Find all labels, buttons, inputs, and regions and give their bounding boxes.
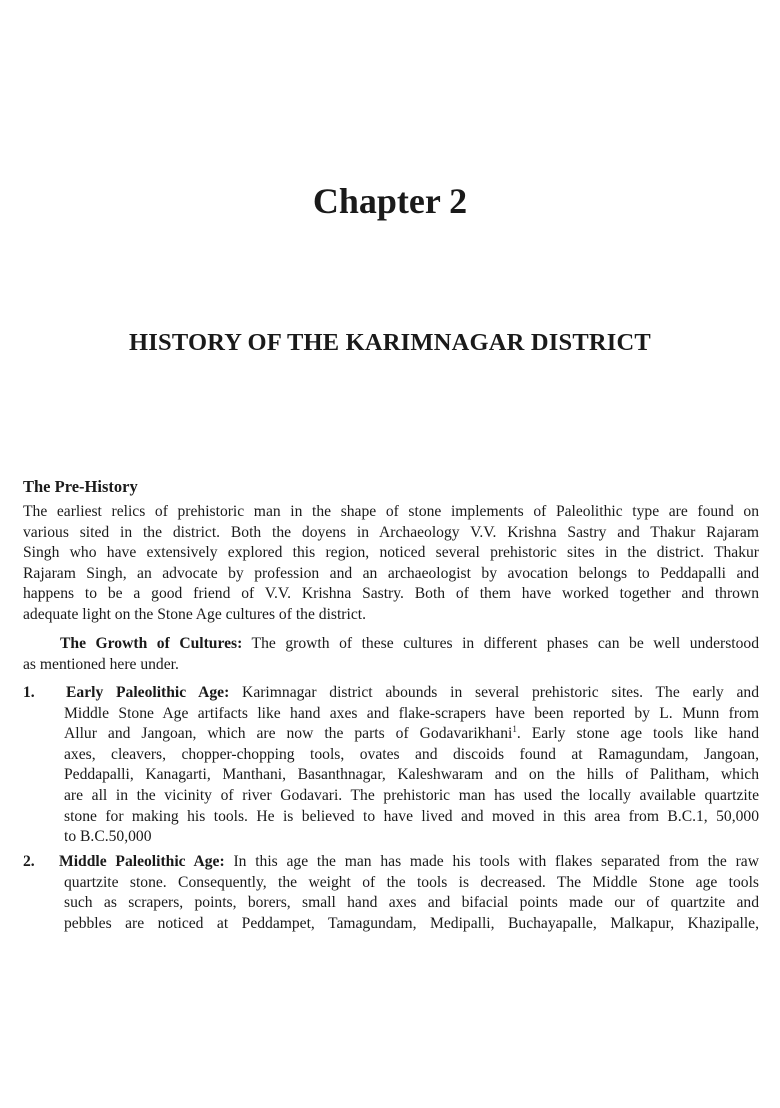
text-line: axes, cleavers, chopper-chopping tools, ovates and discoids found at Ramagundam, Jangoan, [64,745,759,763]
chapter-number: Chapter 2 [312,181,468,221]
text-line [23,634,759,655]
text-line: Singh who have extensively explored this region, noticed several prehistoric sites in the district. Thakur [23,544,759,562]
lead-term: Early Paleolithic Age: [66,684,230,701]
text-line: to B.C.50,000 [64,828,152,846]
text-line: as mentioned here under. [23,655,179,673]
text: Allur and Jangoan, which are now the parts of Godavarikhani [64,725,513,743]
text-line: are all in the vicinity of river Godavari. The prehistoric man has used the locally available quartzite [64,786,759,804]
text-line: Middle Stone Age artifacts like hand axes and flake-scrapers have been reported by L. Munn from [64,704,759,722]
section-heading: The Pre-History [23,477,138,496]
list-number: 1. [23,684,35,701]
text: Karimnagar district abounds in several prehistoric sites. The early and [229,684,760,701]
text: The growth of these cultures in different phases can be well understood [242,635,759,652]
paragraph-prehistory [23,502,759,626]
paragraph-growth [23,634,759,675]
text-line: stone for making his tools. He is believed to have lived and moved in this area from B.C.1, 50,000 [64,807,759,825]
text: In this age the man has made his tools with flakes separated from the raw [224,853,759,870]
list-item-middle-paleolithic [59,852,759,934]
footnote-ref: 1 [512,724,517,734]
list-item-early-paleolithic [64,683,759,848]
chapter-title: HISTORY OF THE KARIMNAGAR DISTRICT [129,329,651,356]
text-line: Peddapalli, Kanagarti, Manthani, Basanthnagar, Kaleshwaram and on the hills of Palitham, which [64,766,759,784]
text-line [59,852,759,873]
text-line: adequate light on the Stone Age cultures of the district. [23,605,366,623]
text-line: happens to be a good friend of V.V. Krishna Sastry. Both of them have worked together and thrown [23,585,759,603]
text-line: various sited in the district. Both the doyens in Archaeology V.V. Krishna Sastry and Thakur Rajaram [23,523,759,541]
text: . Early stone age tools like hand [516,725,759,743]
text-line: quartzite stone. Consequently, the weight of the tools is decreased. The Middle Stone age tools [64,873,759,891]
text-line [64,724,759,745]
list-number: 2. [23,853,35,870]
lead-term: The Growth of Cultures: [60,635,243,652]
text-line: Rajaram Singh, an advocate by profession and an archaeologist by avocation belongs to Peddapalli and [23,564,759,582]
lead-term: Middle Paleolithic Age: [59,853,225,870]
text-line: pebbles are noticed at Peddampet, Tamagundam, Medipalli, Buchayapalle, Malkapur, Khazipalle, [64,914,759,932]
text-line: such as scrapers, points, borers, small hand axes and bifacial points made our of quartzite and [64,894,759,912]
text-line: The earliest relics of prehistoric man in the shape of stone implements of Paleolithic type are found on [23,503,759,520]
text-line [64,683,759,704]
